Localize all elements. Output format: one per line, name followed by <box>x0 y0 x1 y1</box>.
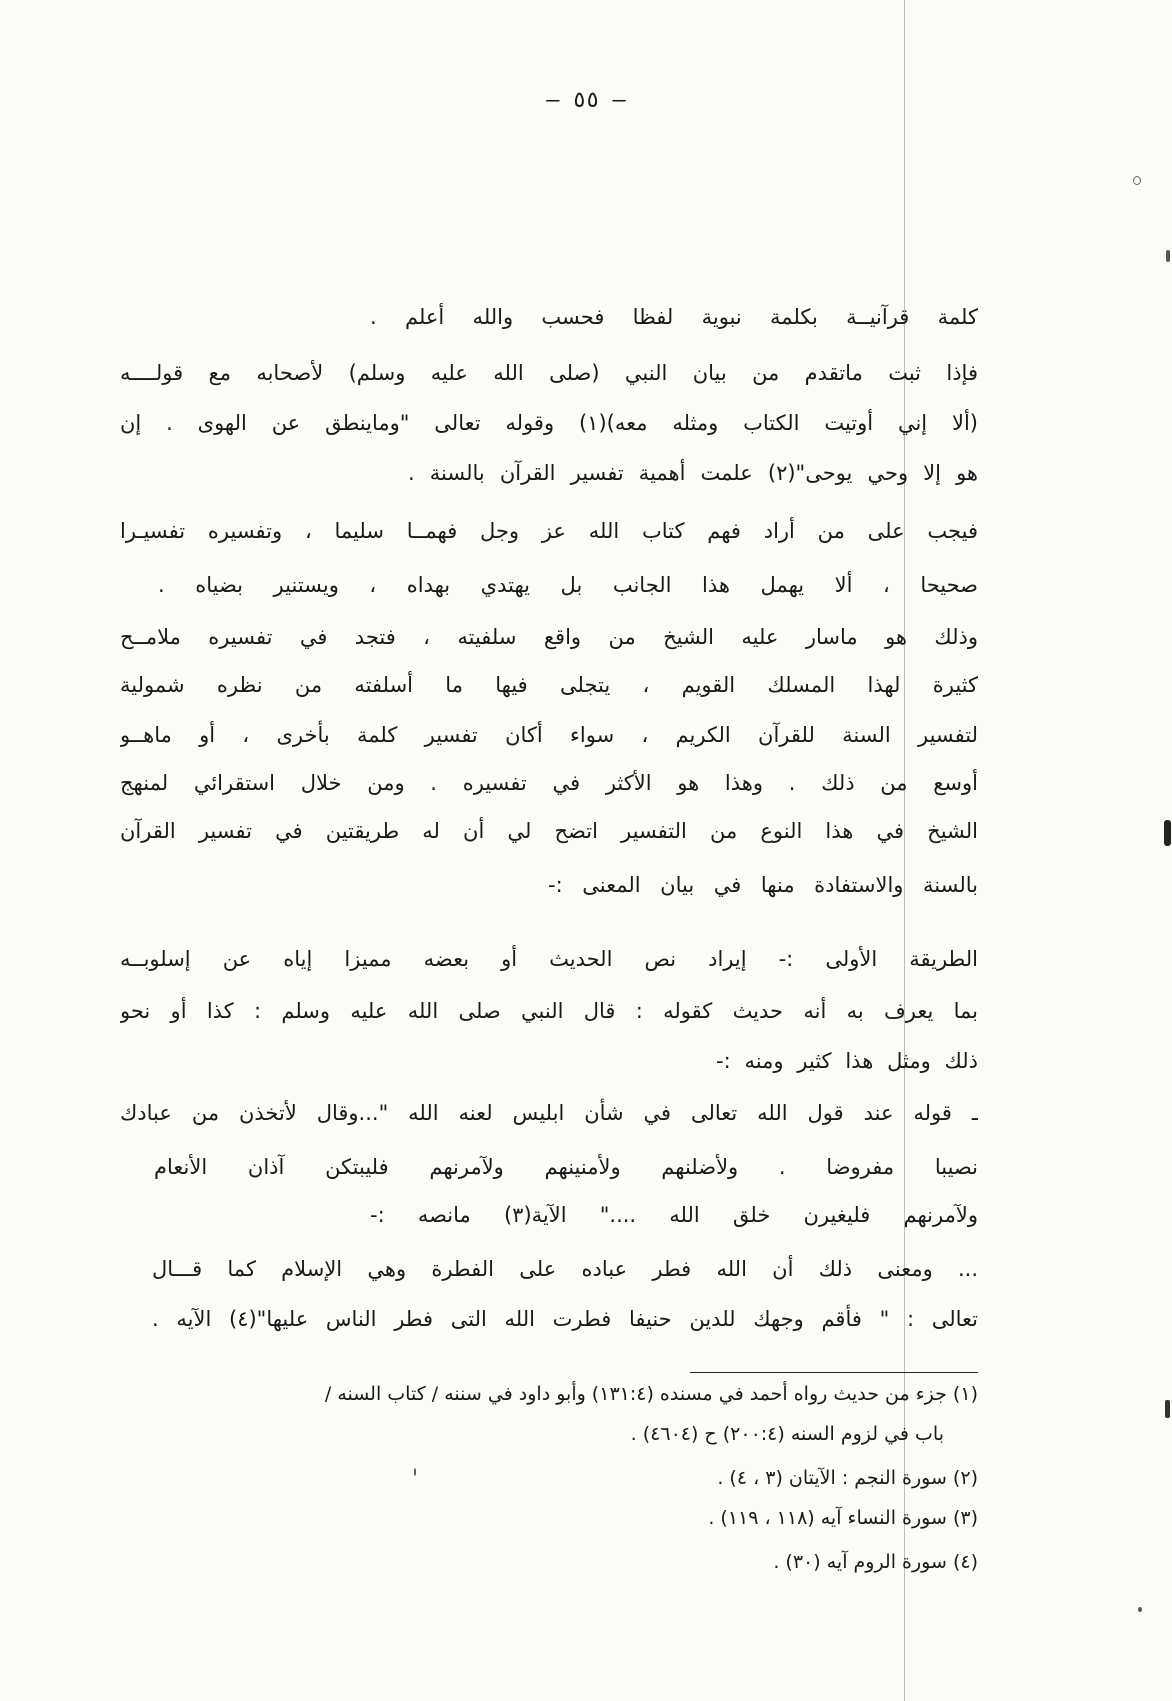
footnote-3: (٣) سورة النساء آيه (١١٨ ، ١١٩) . <box>708 1507 978 1529</box>
body-line: تعالى : " فأقم وجهك للدين حنيفا فطرت الله التى فطر الناس عليها"(٤) الآيه . <box>152 1307 978 1331</box>
body-line: صحيحا ، ألا يهمل هذا الجانب بل يهتدي بهداه ، ويستنير بضياه . <box>158 573 978 597</box>
body-line: ... ومعنى ذلك أن الله فطر عباده على الفطرة وهي الإسلام كما قـــال <box>152 1257 978 1281</box>
body-line: بما يعرف به أنه حديث كقوله : قال النبي صلى الله عليه وسلم : كذا أو نحو <box>120 999 978 1023</box>
footnote-1-continued: باب في لزوم السنه (٢٠٠:٤) ح (٤٦٠٤) . <box>630 1423 944 1445</box>
body-line: نصيبا مفروضا . ولأضلنهم ولأمنينهم ولآمرنهم فليبتكن آذان الأنعام <box>154 1155 978 1179</box>
scan-speck <box>414 1468 416 1476</box>
scan-speck <box>1164 820 1171 846</box>
scan-speck <box>1138 1607 1142 1612</box>
body-line: (ألا إني أوتيت الكتاب ومثله معه)(١) وقوله تعالى "وماينطق عن الهوى . إن <box>120 411 978 435</box>
body-line: ذلك ومثل هذا كثير ومنه :- <box>716 1049 978 1073</box>
body-line: بالسنة والاستفادة منها في بيان المعنى :- <box>548 873 978 897</box>
body-line: فيجب على من أراد فهم كتاب الله عز وجل فهمــا سليما ، وتفسيره تفسيـرا <box>120 519 978 543</box>
body-line: فإذا ثبت ماتقدم من بيان النبي (صلى الله عليه وسلم) لأصحابه مع قولــــه <box>120 361 978 385</box>
body-line: ولآمرنهم فليغيرن خلق الله ...." الآية(٣) مانصه :- <box>370 1203 978 1227</box>
body-line: هو إلا وحي يوحى"(٢) علمت أهمية تفسير القرآن بالسنة . <box>408 461 978 485</box>
body-line: الشيخ في هذا النوع من التفسير اتضح لي أن له طريقتين في تفسير القرآن <box>120 819 978 843</box>
footnote-1: (١) جزء من حديث رواه أحمد في مسنده (١٣١:٤) وأبو داود في سننه / كتاب السنه / <box>324 1383 978 1405</box>
body-line: أوسع من ذلك . وهذا هو الأكثر في تفسيره . ومن خلال استقرائي لمنهج <box>120 771 978 795</box>
scan-speck <box>1133 176 1141 185</box>
footnote-separator <box>690 1372 978 1373</box>
body-line: لتفسير السنة للقرآن الكريم ، سواء أكان تفسير كلمة بأخرى ، أو ماهــو <box>120 723 978 747</box>
body-line: كلمة قرآنيــة بكلمة نبوية لفظا فحسب والله أعلم . <box>370 305 978 329</box>
body-line: كثيرة لهذا المسلك القويم ، يتجلى فيها ما أسلفته من نظره شمولية <box>120 673 978 697</box>
page-number: — ٥٥ — <box>546 88 626 113</box>
footnote-4: (٤) سورة الروم آيه (٣٠) . <box>773 1551 978 1573</box>
body-line: الطريقة الأولى :- إيراد نص الحديث أو بعضه مميزا إياه عن إسلوبــه <box>120 947 978 971</box>
footnote-2: (٢) سورة النجم : الآيتان (٣ ، ٤) . <box>717 1467 978 1489</box>
body-line: ـ قوله عند قول الله تعالى في شأن ابليس لعنه الله "...وقال لأتخذن من عبادك <box>120 1101 978 1125</box>
scan-speck <box>1166 250 1170 262</box>
scan-speck <box>1165 1400 1170 1418</box>
body-line: وذلك هو ماسار عليه الشيخ من واقع سلفيته ، فتجد في تفسيره ملامــح <box>120 625 978 649</box>
